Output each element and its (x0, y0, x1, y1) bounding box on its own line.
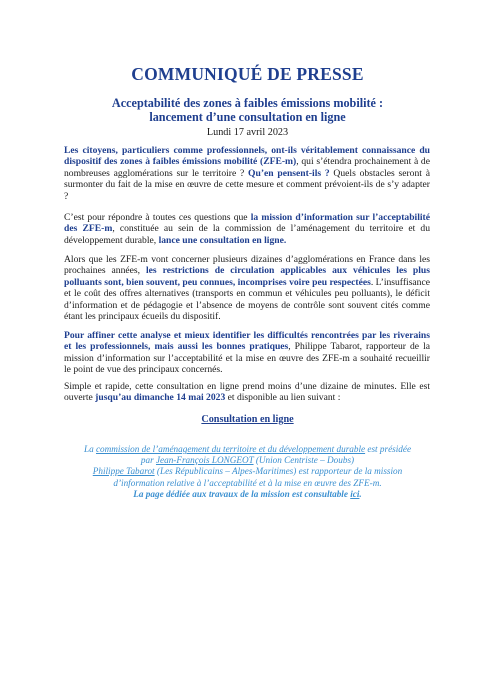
mission-text: C’est pour répondre à toutes ces questions que (64, 212, 251, 223)
footer-text: (Union Centriste – Doubs) (253, 455, 355, 466)
analysis-bold: Pour affiner cette analyse et mieux identifier les difficultés rencontrées par les riverains et les professionnels, mais aussi les bonnes pratiques (64, 330, 430, 353)
paragraph-intro (64, 145, 430, 202)
context-text: Alors que les ZFE-m vont concerner plusieurs dizaines d’agglomérations en France dans les prochaines années, (64, 254, 430, 277)
footer-line-4: d’information relative à l’acceptabilité et à la mise en œuvre des ZFE-m. (113, 477, 382, 488)
footer-text: (Les Républicains – Alpes-Maritimes) est rapporteur de la mission (154, 466, 403, 477)
release-date: Lundi 17 avril 2023 (206, 127, 289, 138)
footer-note (60, 444, 435, 500)
subtitle-line-2: lancement d’une consultation en ligne (149, 110, 346, 124)
paragraph-context (64, 254, 430, 322)
paragraph-analysis (64, 330, 430, 376)
footer-line-5 (60, 489, 435, 500)
context-text-2: . L’insuffisance et le coût des offres alternatives (transports en commun et véhicules peu polluants), le déficit d’information et de pédagogie et l’absence de moyens de contrôle sont souvent cités comme étant les principaux écueils du dispositif. (64, 276, 430, 323)
commission-link[interactable]: commission de l’aménagement du territoire et du développement durable (95, 444, 366, 454)
subtitle (40, 96, 455, 124)
footer-line-2 (60, 455, 435, 466)
mission-bold: la mission d’information sur l’acceptabilité des ZFE-m (64, 212, 430, 235)
consultation-text-2: et disponible au lien suivant : (225, 392, 341, 404)
intro-bold: Les citoyens, particuliers comme professionnels, ont-ils véritablement connaissance du dispositif des zones à faibles émissions mobilité (ZFE-m) (64, 145, 430, 168)
paragraph-mission (64, 212, 430, 246)
subtitle-line-1: Acceptabilité des zones à faibles émissions mobilité : (111, 96, 384, 110)
rapporteur-link[interactable]: Philippe Tabarot (92, 466, 155, 477)
president-link[interactable]: Jean-François LONGEOT (155, 455, 254, 466)
footer-text: La page dédiée aux travaux de la mission est consultable (133, 488, 351, 499)
footer-text: La (83, 444, 96, 454)
paragraph-consultation (64, 381, 430, 404)
footer-line-1 (60, 444, 435, 455)
intro-text-2: Quels obstacles seront à surmonter du fait de la mise en œuvre de cette mesure et comment prévoient-ils de s’y adapter ? (64, 167, 430, 202)
intro-question: Qu’en pensent-ils ? (248, 167, 330, 179)
footer-text: par (140, 455, 156, 466)
footer-line-3 (60, 466, 435, 477)
mission-page-link[interactable]: ici (350, 488, 360, 499)
footer-text: . (359, 488, 362, 499)
mission-text-2: , constituée au sein de la commission de l’aménagement du territoire et du développement durable, (64, 223, 430, 246)
consultation-link[interactable]: Consultation en ligne (201, 414, 294, 425)
page-title: COMMUNIQUÉ DE PRESSE (131, 64, 364, 84)
context-bold: les restrictions de circulation applicables aux véhicules les plus polluants sont, bien souvent, peu connues, incomprises voire peu respectées (64, 265, 430, 288)
intro-text: , qui s’étendra prochainement à de nombreuses agglomérations sur le territoire ? (64, 156, 430, 179)
mission-bold-2: lance une consultation en ligne. (158, 234, 287, 246)
consultation-text: Simple et rapide, cette consultation en ligne prend moins d’une dizaine de minutes. Elle est ouverte (64, 381, 430, 404)
consultation-deadline: jusqu’au dimanche 14 mai 2023 (95, 392, 226, 404)
footer-text: est présidée (365, 444, 412, 454)
analysis-text: , Philippe Tabarot, rapporteur de la mission d’information sur l’acceptabilité et la mise en œuvre des ZFE-m a souhaité recueillir le point de vue des principaux concernés. (64, 341, 430, 376)
